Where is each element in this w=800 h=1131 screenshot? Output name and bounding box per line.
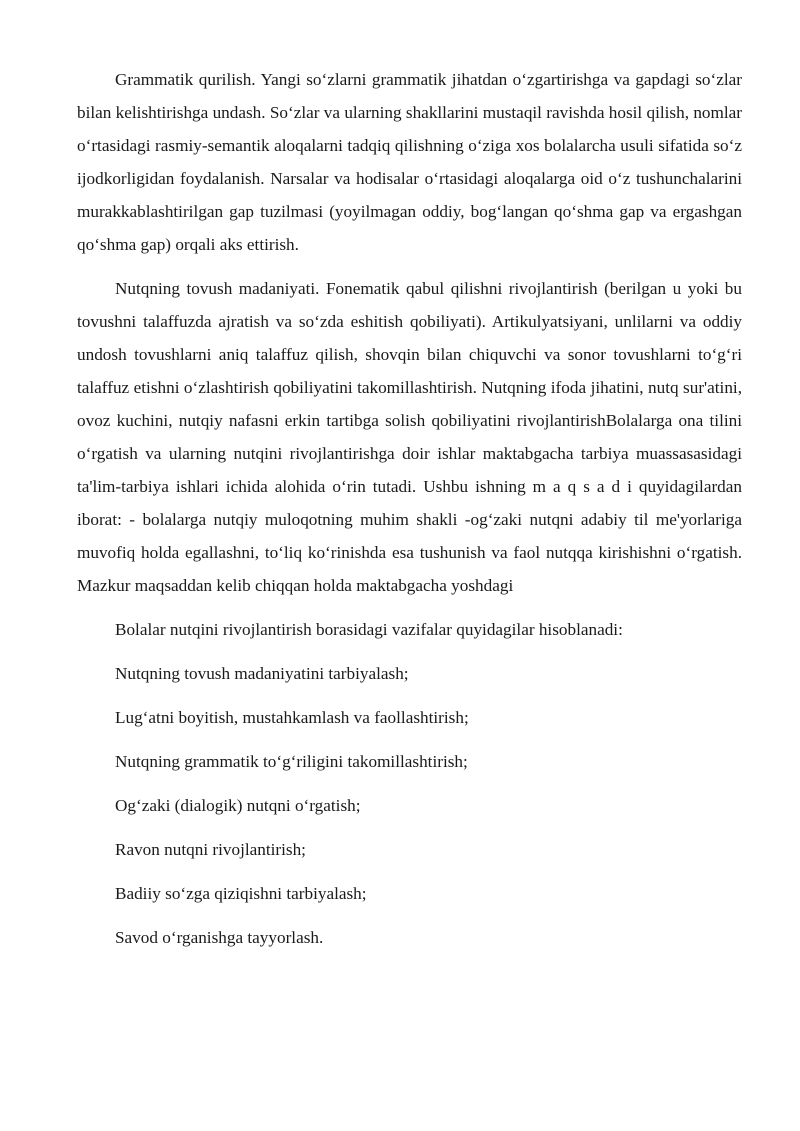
list-item: Badiiy so‘zga qiziqishni tarbiyalash; [115, 884, 367, 903]
list-item: Nutqning grammatik to‘g‘riligini takomillashtirish; [115, 752, 468, 771]
list-item: Lug‘atni boyitish, mustahkamlash va faollashtirish; [115, 708, 469, 727]
paragraph-grammatik-qurilish: Grammatik qurilish. Yangi so‘zlarni grammatik jihatdan o‘zgartirishga va gapdagi so‘zlar bilan kelishtirishga undash. So‘zlar va ularning shakllarini mustaqil ravishda hosil qilish, nomlar o‘rtasidagi rasmiy-semantik aloqalarni tadqiq qilishning o‘ziga xos bolalarcha usuli sifatida so‘z ijodkorligidan foydalanish. Narsalar va hodisalar o‘rtasidagi aloqalarga oid o‘z tushunchalarini murakkablashtirilgan gap tuzilmasi (yoyilmagan oddiy, bog‘langan qo‘shma gap va ergashgan qo‘shma gap) orqali aks ettirish. [77, 70, 742, 254]
list-item: Og‘zaki (dialogik) nutqni o‘rgatish; [115, 796, 361, 815]
task-list-intro: Bolalar nutqini rivojlantirish borasidagi vazifalar quyidagilar hisoblanadi: [115, 620, 623, 639]
list-item: Savod o‘rganishga tayyorlash. [115, 928, 324, 947]
document-page [77, 63, 742, 954]
task-list [77, 657, 742, 954]
paragraph-tovush-madaniyati: Nutqning tovush madaniyati. Fonematik qabul qilishni rivojlantirish (berilgan u yoki bu tovushni talaffuzda ajratish va so‘zda eshitish qobiliyati). Artikulyatsiyani, unlilarni va oddiy undosh tovushlarni aniq talaffuz qilish, shovqin bilan chiquvchi va sonor tovushlarni to‘g‘ri talaffuz etishni o‘zlashtirish qobiliyatini takomillashtirish. Nutqning ifoda jihatini, nutq sur'atini, ovoz kuchini, nutqiy nafasni erkin tartibga solish qobiliyatini rivojlantirishBolalarga ona tilini o‘rgatish va ularning nutqini rivojlantirishga doir ishlar maktabgacha tarbiya muassasasidagi ta'lim-tarbiya ishlari ichida alohida o‘rin tutadi. Ushbu ishning m a q s a d i quyidagilardan iborat: - bolalarga nutqiy muloqotning muhim shakli -og‘zaki nutqni adabiy til me'yorlariga muvofiq holda egallashni, to‘liq ko‘rinishda esa tushunish va faol nutqqa kirishishni o‘rgatish. Mazkur maqsaddan kelib chiqqan holda maktabgacha yoshdagi [77, 279, 742, 595]
list-item: Nutqning tovush madaniyatini tarbiyalash; [115, 664, 409, 683]
list-item: Ravon nutqni rivojlantirish; [115, 840, 306, 859]
